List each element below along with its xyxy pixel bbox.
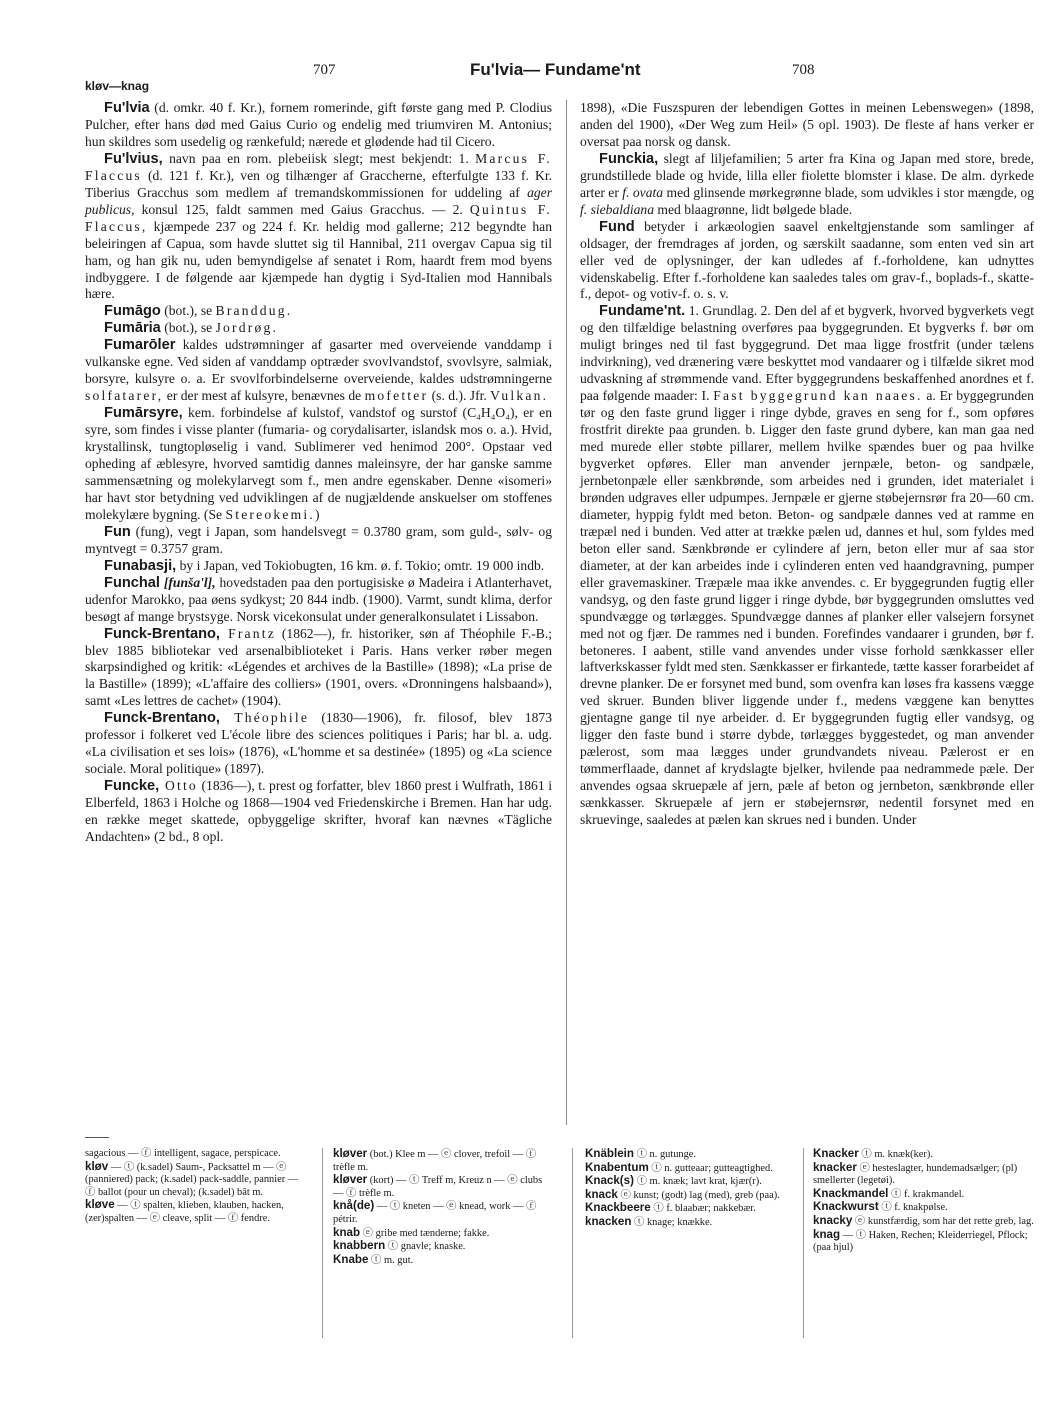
entry-funcke: Funcke, Otto (1836—), t. prest og forfatter, blev 1860 prest i Wulfrath, 1861 i Elberfeld, 1863 i Holche og 1868—1904 ved Friedenskirche i Bremen. Han har udg. en række meget skattede, opbyggelige skrifter, hvoraf kan nævnes «Tägliche Andachten» (2 bd., 8 opl. xyxy=(85,778,552,844)
entry-funck-brentano-theophile: Funck-Brentano, Théophile (1830—1906), fr. filosof, blev 1873 professor i folkeret ved L'école libre des sciences politiques i Paris; har bl. a. udg. «La civilisation et ses lois» (1876), «L'homme et sa destinée» (1895) og «La science sociale. Moral politique» (1897). xyxy=(85,710,552,777)
entry-fund: Fund betyder i arkæologien saavel enkeltgjenstande som samlinger af oldsager, der fremdrages af jorden, og særskilt saadanne, som enten ved sin art eller ved de oplysninger, der kan udledes af f.-forholdene, kan udnyttes videnskabelig. Efter f.-forholdene kan saaledes tales om grav-f., boplads-f., skatte-f., depot- og votiv-f. o. s. v. xyxy=(580,218,1034,302)
footnote-column-2 xyxy=(333,1148,555,1267)
footnote-entry: knacken ⓣ knage; knække. xyxy=(585,1214,713,1228)
entry-fulvius: Fu'lvius, navn paa en rom. plebeiisk slegt; mest bekjendt: 1. Marcus F. Flaccus (d. 121 f. Kr.), ven og tilhænger af Graccherne, efterfulgte 133 f. Kr. Tiberius Gracchus som medlem af tremandskommissionen for uddeling af ager publicus, konsul 125, faldt sammen med Gaius Gracchus. — 2. Quintus F. Flaccus, kjæmpede 237 og 224 f. Kr. heldig mod gallerne; 212 begyndte han beleiringen af Capua, som havde sluttet sig til Hannibal, 211 overgav Capua sig til ham, og han gik nu, uden bemyndigelse af senatet i Rom, haardt frem mod byens indbyggere. I de følgende aar kjæmpede han dygtig i Syd-Italien mod Hannibals hære. xyxy=(85,150,552,302)
entry-fumaroler: Fumarōler kaldes udstrømninger af gasarter med overveiende vanddamp i vulkanske egne. Ved siden af vanddamp optræder svovlvandstof, svovlsyre, salmiak, borsyre, kulsyre o. a. Er svovlforbindelserne overveiende, kaldes udstrømningerne solfatarer, er der mest af kulsyre, benævnes de mofetter (s. d.). Jfr. Vulkan. xyxy=(85,337,552,404)
footnote-entry: knack ⓔ kunst; (godt) lag (med), greb (paa). xyxy=(585,1187,780,1201)
footnote-entry: kløv — ⓣ (k.sadel) Saum-, Packsattel m — ⓔ (panniered) pack; (k.sadel) pack-saddle, pannier — ⓕ ballot (pour un cheval); (k.sadel) bât m. xyxy=(85,1159,299,1198)
entry-funabasji: Funabasji, by i Japan, ved Tokiobugten, 16 km. ø. f. Tokio; omtr. 19 000 indb. xyxy=(104,557,545,574)
footnote-catchword: kløv—knag xyxy=(85,79,150,93)
footnote-entry: Knabe ⓣ m. gut. xyxy=(333,1252,414,1266)
footnote-rule xyxy=(85,1137,109,1138)
footnote-entry: kløve — ⓣ spalten, klieben, klauben, hacken, (zer)spalten — ⓔ cleave, split — ⓕ fendre. xyxy=(85,1198,284,1224)
page-header xyxy=(0,62,1064,82)
column-divider xyxy=(566,100,567,1125)
footnote-entry: knacker ⓔ hesteslagter, hundemadsælger; (pl) smellerter (legetøi). xyxy=(813,1160,1018,1187)
footnote-entry: knab ⓔ gribe med tænderne; fakke. xyxy=(333,1225,490,1239)
footnote-entry: knacky ⓔ kunstfærdig, som har det rette greb, lag. xyxy=(813,1213,1034,1227)
entry-funckia: Funckia, slegt af liljefamilien; 5 arter fra Kina og Japan med store, brede, grundstillede blade og hvide, lilla eller fiolette blomster i klase. De alm. dyrkede arter er f. ovata med glinsende mørkegrønne blade, som udvikles i stor mængde, og f. siebaldiana med blaagrønne, lidt bølgede blade. xyxy=(580,150,1034,217)
footnote-entry: Knackwurst ⓣ f. knakpølse. xyxy=(813,1200,948,1214)
footnote-separator xyxy=(572,1148,573,1338)
entry-funcke-continued: 1898), «Die Fuszspuren der lebendigen Gottes in meinen Lebenswegen» (1898, anden del 1900), «Der Weg zum Heil» (5 opl. 1903). De fleste af hans verker er oversat paa norsk og dansk. xyxy=(580,100,1034,149)
footnote-entry: knag — ⓣ Haken, Rechen; Kleiderriegel, Pflock; (paa hjul) xyxy=(813,1227,1028,1254)
entry-funchal: Funchal [funša'l], hovedstaden paa den portugisiske ø Madeira i Atlanterhavet, udenfor Marokko, paa øens sydkyst; 20 844 indb. (1900). Varmt, sundt klima, derfor besøgt af mange brystsyge. Norsk vicekonsulat under generalkonsulatet i Lissabon. xyxy=(85,574,552,624)
entry-funck-brentano-frantz: Funck-Brentano, Frantz (1862—), fr. historiker, søn af Théophile F.-B.; blev 1885 bibliotekar ved arsenalbiblioteket i Paris. Hans verker røber megen skarpsindighed og kritik: «Légendes et archives de la Bastille» (1898); «La prise de la Bastille» (1899); «L'affaire des colliers» (1901, overs. «Dronningens halsbaand»), samt «Les lettres de cachet» (1904). xyxy=(85,625,552,709)
footnote-entry: Knackbeere ⓣ f. blaabær; nakkebær. xyxy=(585,1201,756,1215)
footnote-entry: Knacker ⓣ m. knæk(ker). xyxy=(813,1147,933,1160)
page-number-left: 707 xyxy=(313,62,336,78)
footnote-entry: kløver (bot.) Klee m — ⓔ clover, trefoil — ⓕ trèfle m. xyxy=(333,1147,537,1173)
footnote-entry: kløver (kort) — ⓣ Treff m, Kreuz n — ⓔ clubs — ⓕ trèfle m. xyxy=(333,1173,543,1199)
footnote-entry: Knackmandel ⓣ f. krakmandel. xyxy=(813,1186,965,1200)
footnote-separator xyxy=(803,1148,804,1338)
footnote-entry: Knäblein ⓣ n. gutunge. xyxy=(585,1147,697,1160)
footnote-column-3 xyxy=(585,1148,807,1230)
footnote-column-1 xyxy=(85,1148,307,1226)
entry-fumarsyre: Fumārsyre, kem. forbindelse af kulstof, vandstof og surstof (C₄H₄O₄), er en syre, som findes i visse planter (fumaria- og corydalisarter, islandsk mos o. a.). Hvid, krystallinsk, tungtopløselig i vand. Sublimerer ved henimod 200°. Opstaar ved opheding af æblesyre, hvorved samtidig dannes maleinsyre, der har ganske samme sammensætning og molekylarvegt som f., men andre egenskaber. Denne «isomeri» har havt stor betydning ved udviklingen af de nugjældende anskuelser om stoffenes molekylære bygning. (Se Stereokemi.) xyxy=(85,405,552,522)
footnote-entry: knabbern ⓣ gnavle; knaske. xyxy=(333,1239,466,1253)
footnote-entry: Knack(s) ⓣ m. knæk; lavt krat, kjær(r). xyxy=(585,1174,762,1188)
footnote-separator xyxy=(322,1148,323,1338)
footnote-entry: knå(de) — ⓣ kneten — ⓔ knead, work — ⓕ pétrir. xyxy=(333,1199,537,1225)
page-number-right: 708 xyxy=(792,62,815,78)
running-title: Fu'lvia— Fundame'nt xyxy=(470,60,641,79)
footnote-column-4 xyxy=(813,1148,1035,1255)
entry-fulvia: Fu'lvia (d. omkr. 40 f. Kr.), fornem romerinde, gift første gang med P. Clodius Pulcher, efter hans død med Gaius Curio og endelig med triumviren M. Antonius; hun skildres som usedelig og rænkefuld; nærede et glødende had til Cicero. xyxy=(85,100,552,149)
footnote-entry: sagacious — ⓕ intelligent, sagace, perspicace. xyxy=(85,1148,281,1159)
left-text-column xyxy=(85,100,552,846)
entry-fumago: Fumāgo (bot.), se Branddug. xyxy=(104,303,293,320)
entry-fundament: Fundame'nt. 1. Grundlag. 2. Den del af et bygverk, hvorved bygverkets vegt og den tilfældige belastning overføres paa byggegrunden. Et bygverks f. bør om muligt bringes ned til fast byggegrund. Det maa ligge frostfrit (under tælens indvirkning), ved drænering være beskyttet mod vandaarer og i tilfælde sikret mod udvaskning af strømmende vand. Efter byggegrundens beskaffenhed anordnes et f. paa følgende maader: I. Fast byggegrund kan naaes. a. Er byggegrunden tør og den faste grund ligger i ringe dybde, graves en seng for f., som opføres frostfrit direkte paa grunden. b. Ligger den faste grund dybere, kan man gaa ned med murede eller støbte pillarer, mellem hvilke spændes buer og paa hvilke bygverket opføres. Eller man anvender jernpæle, beton- og sandpæle, jernbetonpæle eller sænkbrønde, som arbeides ned i grunden, idet materialet i brønden udgraves eller udpumpes. Jernpæle er gjerne støbejernsrør fra 20—60 cm. diameter, hyppig fyldt med beton. Beton- og sandpæle dannes ved at ramme en træpæl ned i bunden. Ved atter at trække pælen ud, dannes et hul, som fyldes med beton eller sand. Sænkbrønde er cylindere af jern, beton eller mur af saa stor diameter, at der kan arbeides inde i cylinderen enten ved haandgravning, pumper eller gravemaskiner. Træpæle maa ikke anvendes. c. Er byggegrunden fugtig eller vandsyg, og den faste grund ligger i ringe dybde, bør byggegrunden omsluttes ved spundvægge og tørlægges. Spundvægge dannes af planker eller valsejern forsynet med not og fjær. De rammes ned i bunden. Forefindes vandaarer i grunden, bør f. betoneres. I aabent, stille vand anvendes under visse forhold sænkkasser eller laftverkskasser fyldt med sten. Sænkkasser er firkantede, tætte kasser forarbeidet af drevne planker. De er forsynet med bund, som ovenfra kan løses fra kassens vægge ved skruer. Bunden bliver liggende under f., medens væggene kan benyttes gjentagne gange til nye arbeider. d. Er byggegrunden fugtig eller vandsyg, og ligger den faste bund i større dybde, tørlægges byggestedet, og man anvender pælerost, som maa lægges under grundvandets niveau. Pælerost er en tømmerflaade, dannet af krydslagte bjelker, hvilende paa nedrammede pæle. Der anvendes ogsaa skruepæle af jern, pæle af beton og jernbeton, sænkbrønde eller sænkkasser. Skruepæle af jern er støbejernsrør, nedentil forsynet med en skruevinge, saaledes at pælen kan skrues ned i bunden. Under xyxy=(580,303,1034,828)
right-text-column xyxy=(580,100,1034,829)
entry-fun: Fun (fung), vegt i Japan, som handelsvegt = 0.3780 gram, som guld-, sølv- og myntvegt = 0.3757 gram. xyxy=(85,523,552,556)
entry-fumaria: Fumāria (bot.), se Jordrøg. xyxy=(104,320,279,337)
footnote-entry: Knabentum ⓣ n. gutteaar; gutteagtighed. xyxy=(585,1160,773,1174)
